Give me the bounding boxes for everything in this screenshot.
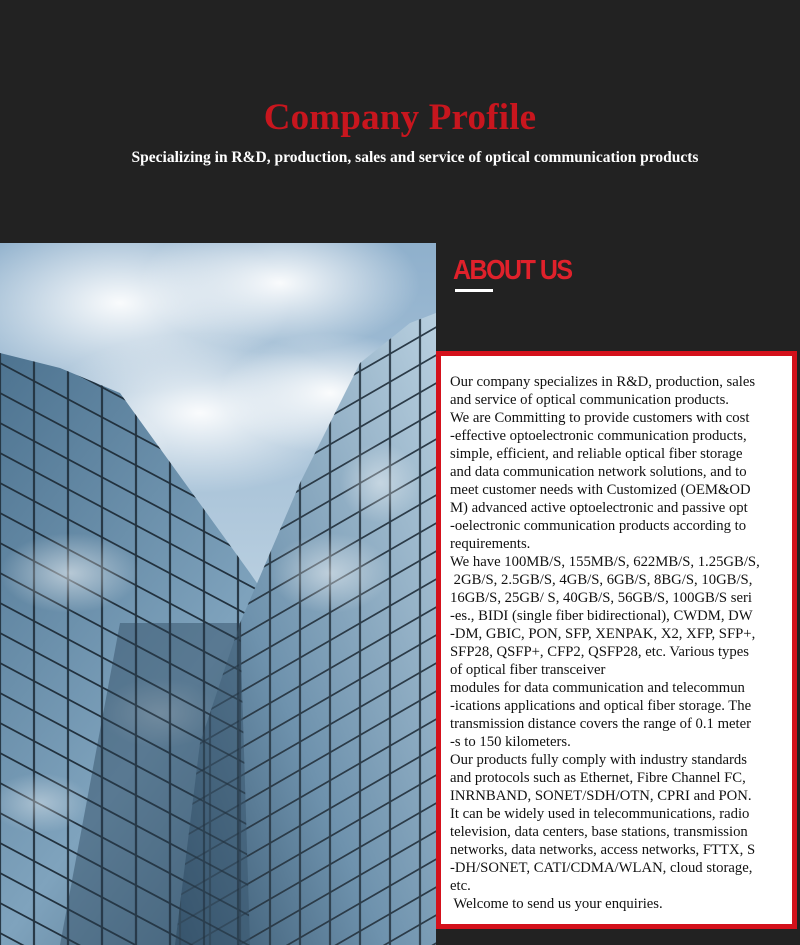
about-line: It can be widely used in telecommunications, radio — [450, 806, 750, 822]
about-line: meet customer needs with Customized (OEM&OD — [450, 482, 751, 498]
about-line: of optical fiber transceiver — [450, 662, 606, 678]
about-line: modules for data communication and telecommun — [450, 680, 745, 696]
about-line: and protocols such as Ethernet, Fibre Channel FC, — [450, 770, 746, 786]
about-line: M) advanced active optoelectronic and passive opt — [450, 500, 748, 516]
about-line: Welcome to send us your enquiries. — [450, 896, 663, 912]
about-line: INRNBAND, SONET/SDH/OTN, CPRI and PON. — [450, 788, 752, 804]
about-line: Our company specializes in R&D, production, sales — [450, 374, 756, 390]
about-line: -DM, GBIC, PON, SFP, XENPAK, X2, XFP, SFP+, — [450, 626, 756, 642]
about-line: and service of optical communication products. — [450, 392, 729, 408]
about-line: transmission distance covers the range of 0.1 meter — [450, 716, 752, 732]
about-text-box — [436, 351, 797, 929]
page-title: Company Profile — [263, 97, 537, 138]
about-us-heading: ABOUT US — [453, 255, 572, 286]
about-line: television, data centers, base stations, transmission — [450, 824, 748, 840]
header-banner — [0, 0, 800, 243]
about-line: -s to 150 kilometers. — [450, 734, 571, 750]
about-line: requirements. — [450, 536, 531, 552]
about-line: 16GB/S, 25GB/ S, 40GB/S, 56GB/S, 100GB/S seri — [450, 590, 752, 606]
about-line: SFP28, QSFP+, CFP2, QSFP28, etc. Various types — [450, 644, 749, 660]
about-line: -ications applications and optical fiber storage. The — [450, 698, 752, 714]
about-line: -DH/SONET, CATI/CDMA/WLAN, cloud storage, — [450, 860, 753, 876]
about-line: etc. — [450, 878, 471, 894]
about-line: 2GB/S, 2.5GB/S, 4GB/S, 6GB/S, 8BG/S, 10GB/S, — [450, 572, 753, 588]
about-line: -effective optoelectronic communication products, — [450, 428, 747, 444]
about-line: -oelectronic communication products according to — [450, 518, 747, 534]
about-line: -es., BIDI (single fiber bidirectional), CWDM, DW — [450, 608, 753, 624]
page-subtitle: Specializing in R&D, production, sales and service of optical communication products — [131, 149, 699, 166]
about-line: We have 100MB/S, 155MB/S, 622MB/S, 1.25GB/S, — [450, 554, 760, 570]
about-line: networks, data networks, access networks, FTTX, S — [450, 842, 756, 858]
about-line: We are Committing to provide customers with cost — [450, 410, 750, 426]
heading-underline — [455, 289, 493, 292]
glass-skyscrapers-photo — [0, 243, 436, 945]
about-line: simple, efficient, and reliable optical fiber storage — [450, 446, 743, 462]
about-line: and data communication network solutions, and to — [450, 464, 747, 480]
about-line: Our products fully comply with industry standards — [450, 752, 747, 768]
